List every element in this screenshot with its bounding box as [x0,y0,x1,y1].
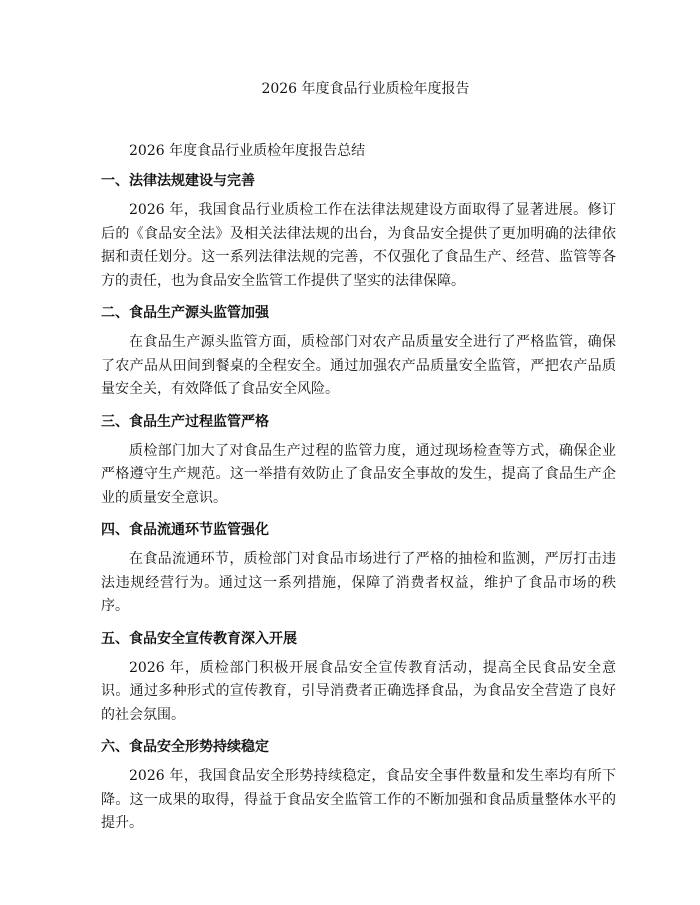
section-1 [101,171,616,293]
section-paragraph: 质检部门加大了对食品生产过程的监管力度，通过现场检查等方式，确保企业严格遵守生产规范。这一举措有效防止了食品安全事故的发生，提高了食品生产企业的质量安全意识。 [101,442,616,506]
document-title: 2026 年度食品行业质检年度报告 [261,81,470,97]
section-heading: 五、食品安全宣传教育深入开展 [101,630,297,647]
section-heading: 三、食品生产过程监管严格 [101,413,269,430]
section-2 [101,303,616,402]
section-heading: 二、食品生产源头监管加强 [101,305,269,321]
section-paragraph: 2026 年，我国食品行业质检工作在法律法规建设方面取得了显著进展。修订后的《食品安全法》及相关法律法规的出台，为食品安全提供了更加明确的法律依据和责任划分。这一系列法律法规的完善，不仅强化了食品生产、经营、监管等各方的责任，也为食品安全监管工作提供了坚实的法律保障。 [101,202,616,289]
section-4 [101,520,616,619]
section-5 [101,629,616,728]
section-heading: 四、食品流通环节监管强化 [101,522,269,538]
section-3 [101,412,616,511]
section-heading: 六、食品安全形势持续稳定 [101,739,269,755]
section-paragraph: 2026 年，质检部门积极开展食品安全宣传教育活动，提高全民食品安全意识。通过多种形式的宣传教育，引导消费者正确选择食品，为食品安全营造了良好的社会氛围。 [101,659,616,723]
section-paragraph: 2026 年，我国食品安全形势持续稳定，食品安全事件数量和发生率均有所下降。这一成果的取得，得益于食品安全监管工作的不断加强和食品质量整体水平的提升。 [101,768,616,831]
section-paragraph: 在食品生产源头监管方面，质检部门对农产品质量安全进行了严格监管，确保了农产品从田间到餐桌的全程安全。通过加强农产品质量安全监管，严把农产品质量安全关，有效降低了食品安全风险。 [101,334,616,397]
section-paragraph: 在食品流通环节，质检部门对食品市场进行了严格的抽检和监测，严厉打击违法违规经营行为。通过这一系列措施，保障了消费者权益，维护了食品市场的秩序。 [101,551,616,614]
document-subtitle: 2026 年度食品行业质检年度报告总结 [129,143,366,159]
section-6 [101,737,616,836]
section-heading: 一、法律法规建设与完善 [101,173,255,189]
